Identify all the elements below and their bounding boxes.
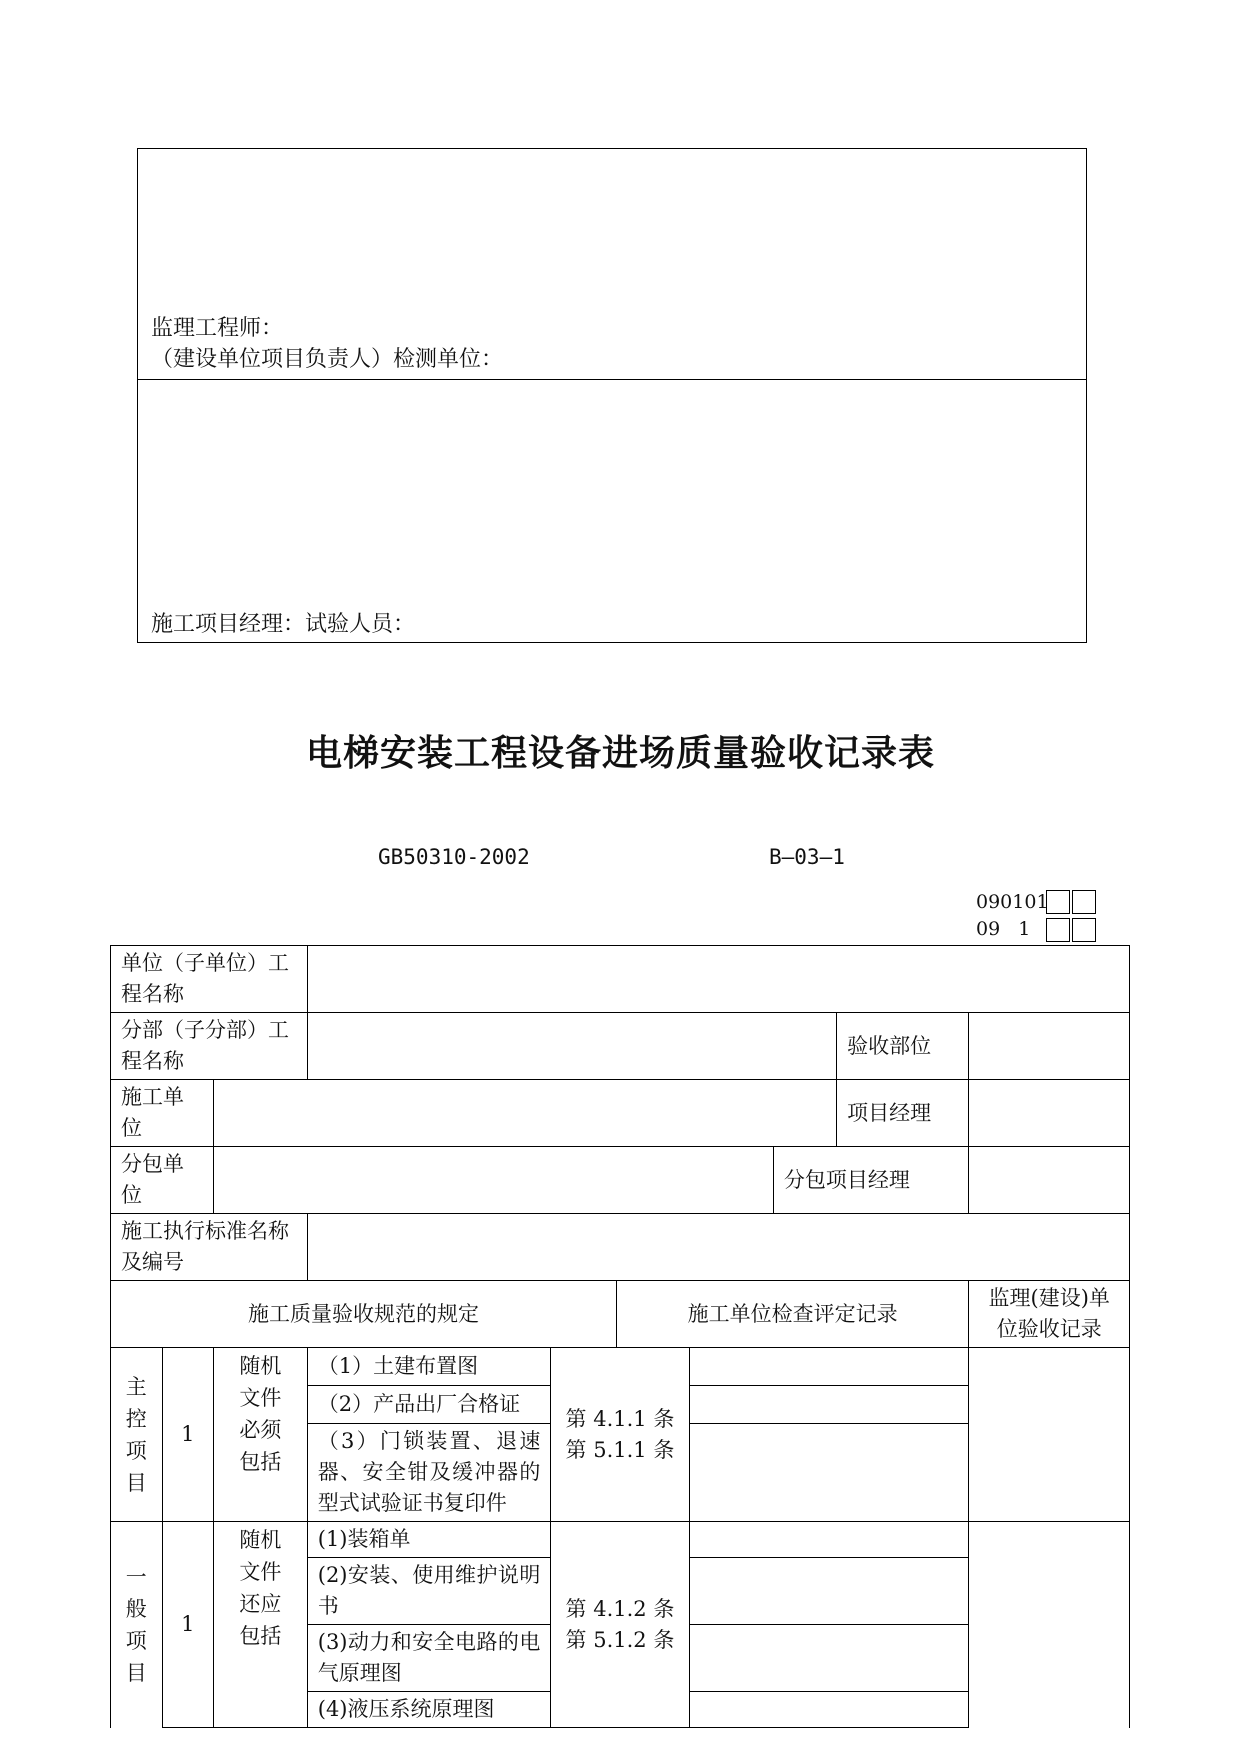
spec-column-header: 施工质量验收规范的规定 (111, 1281, 617, 1348)
general-check-2[interactable] (689, 1558, 969, 1625)
serial-box[interactable] (1072, 890, 1096, 914)
main-clause: 第 4.1.1 条 第 5.1.1 条 (551, 1348, 689, 1522)
serial-line-1: 090101 (976, 891, 1049, 913)
main-group-label: 随机 文件 必须 包括 (214, 1348, 308, 1522)
subcontract-manager-value[interactable] (969, 1147, 1130, 1214)
form-number: B—03—1 (769, 845, 845, 869)
main-item-1: （1）土建布置图 (307, 1348, 551, 1386)
construction-unit-value[interactable] (214, 1080, 837, 1147)
main-supervision-record[interactable] (969, 1348, 1130, 1522)
main-item-3: （3）门锁装置、退速器、安全钳及缓冲器的型式试验证书复印件 (307, 1424, 551, 1522)
main-check-2[interactable] (689, 1386, 969, 1424)
signature-box-supervision (137, 148, 1087, 380)
acceptance-form-table (110, 945, 1130, 1728)
serial-box[interactable] (1046, 890, 1070, 914)
general-supervision-record[interactable] (969, 1522, 1130, 1728)
serial-box[interactable] (1046, 918, 1070, 942)
supervision-column-header: 监理(建设)单 位验收记录 (969, 1281, 1130, 1348)
general-item-4: (4)液压系统原理图 (307, 1692, 551, 1728)
general-check-1[interactable] (689, 1522, 969, 1558)
inspection-unit-label: （建设单位项目负责人）检测单位： (151, 347, 504, 372)
signature-text (151, 313, 503, 375)
subcontract-unit-label: 分包单位 (111, 1147, 214, 1214)
signature-box-construction (137, 379, 1087, 643)
main-category: 主 控 项 目 (111, 1348, 163, 1522)
general-check-4[interactable] (689, 1692, 969, 1728)
check-column-header: 施工单位检查评定记录 (616, 1281, 969, 1348)
standard-name-value[interactable] (307, 1214, 1129, 1281)
document-title: 电梯安装工程设备进场质量验收记录表 (305, 732, 935, 774)
subcontract-manager-label: 分包项目经理 (773, 1147, 969, 1214)
main-check-1[interactable] (689, 1348, 969, 1386)
manager-tester-label: 施工项目经理：试验人员： (151, 612, 416, 637)
general-category: 一 般 项 目 (111, 1522, 163, 1728)
main-check-3[interactable] (689, 1424, 969, 1522)
general-item-3: (3)动力和安全电路的电气原理图 (307, 1625, 551, 1692)
general-item-1: (1)装箱单 (307, 1522, 551, 1558)
main-item-2: （2）产品出厂合格证 (307, 1386, 551, 1424)
main-item-number: 1 (162, 1348, 214, 1522)
serial-boxes-2 (1046, 918, 1098, 942)
serial-box[interactable] (1072, 918, 1096, 942)
division-name-value[interactable] (307, 1013, 836, 1080)
acceptance-part-label: 验收部位 (837, 1013, 969, 1080)
serial-boxes-1 (1046, 890, 1098, 914)
supervisor-label: 监理工程师： (151, 316, 284, 341)
unit-name-label: 单位（子单位）工程名称 (111, 946, 308, 1013)
acceptance-part-value[interactable] (969, 1013, 1130, 1080)
general-item-2: (2)安装、使用维护说明书 (307, 1558, 551, 1625)
project-manager-value[interactable] (969, 1080, 1130, 1147)
standard-name-label: 施工执行标准名称及编号 (111, 1214, 308, 1281)
unit-name-value[interactable] (307, 946, 1129, 1013)
construction-unit-label: 施工单位 (111, 1080, 214, 1147)
general-group-label: 随机 文件 还应 包括 (214, 1522, 308, 1728)
division-name-label: 分部（子分部）工程名称 (111, 1013, 308, 1080)
standard-code: GB50310-2002 (378, 845, 530, 869)
general-check-3[interactable] (689, 1625, 969, 1692)
subcontract-unit-value[interactable] (214, 1147, 774, 1214)
general-item-number: 1 (162, 1522, 214, 1728)
signature-text (151, 609, 415, 640)
serial-line-2: 09 1 (976, 918, 1031, 940)
project-manager-label: 项目经理 (837, 1080, 969, 1147)
general-clause: 第 4.1.2 条 第 5.1.2 条 (551, 1522, 689, 1728)
